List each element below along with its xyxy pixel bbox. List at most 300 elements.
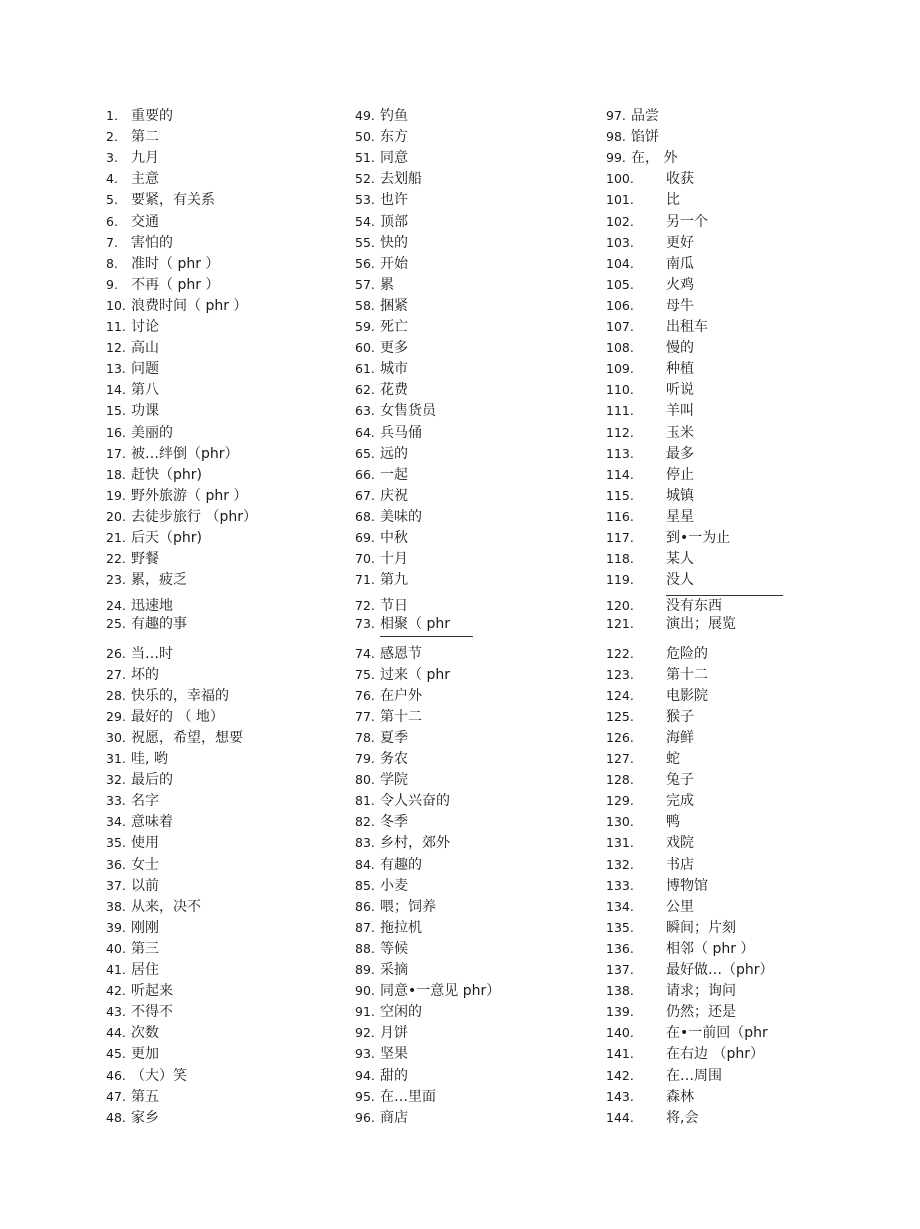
entry-term: 瞬间；片刻 — [666, 920, 736, 936]
vocab-entry — [106, 148, 159, 168]
vocab-entry — [355, 212, 408, 232]
entry-term: 高山 — [131, 340, 159, 356]
vocab-entry — [355, 1002, 422, 1022]
entry-term: 停止 — [666, 467, 694, 483]
entry-number: 113. — [606, 446, 634, 461]
vocab-entry — [106, 275, 219, 295]
entry-number: 136. — [606, 941, 634, 956]
entry-number: 78. — [355, 730, 375, 745]
entry-term: 兔子 — [666, 772, 694, 788]
entry-term: 请求；询问 — [666, 983, 736, 999]
entry-term: 等候 — [380, 941, 408, 957]
entry-term: 没人 — [666, 572, 694, 588]
entry-number: 25. — [106, 616, 126, 631]
entry-number: 33. — [106, 793, 126, 808]
entry-term: 蛇 — [666, 751, 680, 767]
vocab-entry — [606, 833, 694, 853]
vocab-entry — [106, 1087, 159, 1107]
entry-number: 74. — [355, 646, 375, 661]
entry-term: 种植 — [666, 361, 694, 377]
vocab-entry — [606, 791, 694, 811]
entry-term: 害怕的 — [131, 235, 173, 251]
entry-number: 8. — [106, 256, 118, 271]
entry-term: 玉米 — [666, 425, 694, 441]
vocab-entry — [355, 749, 408, 769]
entry-number: 116. — [606, 509, 634, 524]
entry-term: 家乡 — [131, 1110, 159, 1126]
vocab-entry — [106, 359, 159, 379]
entry-term: 有趣的事 — [131, 616, 187, 632]
vocab-entry — [106, 749, 168, 769]
vocab-entry — [106, 960, 159, 980]
entry-term: 在…周围 — [666, 1068, 722, 1084]
entry-number: 90. — [355, 983, 375, 998]
vocab-entry — [355, 1066, 408, 1086]
entry-number: 103. — [606, 235, 634, 250]
entry-term: 过来（ phr — [380, 667, 450, 683]
entry-number: 30. — [106, 730, 126, 745]
entry-term: 同意•一意见 phr） — [380, 983, 501, 999]
vocab-entry — [106, 486, 247, 506]
entry-number: 2. — [106, 129, 118, 144]
vocab-entry — [606, 918, 736, 938]
entry-number: 87. — [355, 920, 375, 935]
entry-number: 47. — [106, 1089, 126, 1104]
entry-term: 城市 — [380, 361, 408, 377]
entry-number: 126. — [606, 730, 634, 745]
entry-term: 没有东西 — [666, 598, 722, 614]
vocab-entry — [606, 749, 680, 769]
entry-number: 111. — [606, 403, 634, 418]
vocab-entry — [606, 486, 694, 506]
vocab-entry — [355, 190, 408, 210]
vocab-entry — [106, 528, 202, 548]
entry-number: 125. — [606, 709, 634, 724]
entry-term: 一起 — [380, 467, 408, 483]
entry-number: 4. — [106, 171, 118, 186]
entry-term: 在右边 （phr） — [666, 1046, 764, 1062]
entry-number: 76. — [355, 688, 375, 703]
entry-number: 110. — [606, 382, 634, 397]
entry-term: 庆祝 — [380, 488, 408, 504]
entry-term: 在户外 — [380, 688, 422, 704]
entry-term: 羊叫 — [666, 403, 694, 419]
entry-number: 91. — [355, 1004, 375, 1019]
entry-number: 112. — [606, 425, 634, 440]
entry-term: 第十二 — [666, 667, 708, 683]
entry-term: 捆紧 — [380, 298, 408, 314]
vocab-entry — [355, 1087, 436, 1107]
entry-term: 最好的 （ 地） — [131, 709, 224, 725]
entry-term: 最后的 — [131, 772, 173, 788]
entry-number: 7. — [106, 235, 118, 250]
entry-term: 在•一前回（phr — [666, 1025, 768, 1041]
vocab-entry — [355, 812, 408, 832]
entry-term: 馅饼 — [631, 129, 659, 145]
vocab-entry — [106, 401, 159, 421]
entry-term: 浪费时间（ phr ） — [131, 298, 248, 314]
vocab-entry — [355, 359, 408, 379]
vocab-entry — [106, 686, 229, 706]
entry-number: 79. — [355, 751, 375, 766]
vocab-entry — [106, 317, 159, 337]
entry-number: 140. — [606, 1025, 634, 1040]
vocab-entry — [606, 148, 677, 168]
vocab-entry — [355, 876, 408, 896]
entry-term: 最多 — [666, 446, 694, 462]
entry-term: 后天（phr) — [131, 530, 202, 546]
vocab-entry — [106, 614, 187, 634]
entry-number: 135. — [606, 920, 634, 935]
vocab-entry — [606, 212, 708, 232]
entry-term: 将,会 — [666, 1110, 699, 1126]
entry-term: 第八 — [131, 382, 159, 398]
entry-term: 意味着 — [131, 814, 173, 830]
entry-term: 喂；饲养 — [380, 899, 436, 915]
entry-term: 快乐的，幸福的 — [131, 688, 229, 704]
vocab-entry — [106, 190, 215, 210]
vocab-entry — [606, 254, 694, 274]
vocab-entry — [606, 614, 736, 634]
entry-term: 讨论 — [131, 319, 159, 335]
entry-number: 107. — [606, 319, 634, 334]
entry-term: 在…里面 — [380, 1089, 436, 1105]
vocab-entry — [606, 106, 659, 126]
entry-term: 另一个 — [666, 214, 708, 230]
entry-number: 114. — [606, 467, 634, 482]
entry-term: 星星 — [666, 509, 694, 525]
entry-number: 115. — [606, 488, 634, 503]
entry-number: 105. — [606, 277, 634, 292]
vocab-entry — [606, 507, 694, 527]
entry-number: 1. — [106, 108, 118, 123]
entry-number: 16. — [106, 425, 126, 440]
entry-number: 46. — [106, 1068, 126, 1083]
vocab-entry — [355, 148, 408, 168]
vocab-entry — [106, 981, 173, 1001]
vocab-entry — [355, 918, 422, 938]
entry-number: 77. — [355, 709, 375, 724]
vocab-entry — [606, 596, 722, 616]
entry-term: 问题 — [131, 361, 159, 377]
entry-number: 34. — [106, 814, 126, 829]
entry-term: 演出；展览 — [666, 616, 736, 632]
vocab-entry — [106, 1044, 159, 1064]
entry-term: 收获 — [666, 171, 694, 187]
entry-term: 顶部 — [380, 214, 408, 230]
vocab-entry — [355, 401, 436, 421]
entry-term: 以前 — [131, 878, 159, 894]
entry-term: 务农 — [380, 751, 408, 767]
vocab-entry — [606, 855, 694, 875]
entry-term: 准时（ phr ） — [131, 256, 220, 272]
entry-number: 43. — [106, 1004, 126, 1019]
entry-number: 144. — [606, 1110, 634, 1125]
vocab-entry — [355, 833, 450, 853]
entry-number: 127. — [606, 751, 634, 766]
entry-term: 坏的 — [131, 667, 159, 683]
entry-number: 6. — [106, 214, 118, 229]
entry-number: 49. — [355, 108, 375, 123]
entry-term: 累，疲乏 — [131, 572, 187, 588]
vocab-entry — [355, 296, 408, 316]
vocab-entry — [606, 296, 694, 316]
vocab-entry — [606, 465, 694, 485]
entry-number: 82. — [355, 814, 375, 829]
entry-number: 117. — [606, 530, 634, 545]
entry-term: 出租车 — [666, 319, 708, 335]
entry-number: 83. — [355, 835, 375, 850]
vocab-entry — [106, 254, 219, 274]
vocab-entry — [606, 359, 694, 379]
entry-number: 48. — [106, 1110, 126, 1125]
entry-number: 123. — [606, 667, 634, 682]
entry-term: 第三 — [131, 941, 159, 957]
vocab-entry — [606, 380, 694, 400]
entry-number: 37. — [106, 878, 126, 893]
entry-number: 88. — [355, 941, 375, 956]
entry-term: 当…时 — [131, 646, 173, 662]
entry-number: 58. — [355, 298, 375, 313]
entry-term: 海鲜 — [666, 730, 694, 746]
entry-term: 冬季 — [380, 814, 408, 830]
vocab-entry — [606, 275, 694, 295]
vocab-entry — [355, 981, 500, 1001]
vocab-entry — [606, 401, 694, 421]
entry-term: 开始 — [380, 256, 408, 272]
entry-term: 空闲的 — [380, 1004, 422, 1020]
vocab-entry — [106, 855, 159, 875]
entry-number: 129. — [606, 793, 634, 808]
entry-number: 45. — [106, 1046, 126, 1061]
vocab-entry — [355, 665, 450, 685]
entry-term: 学院 — [380, 772, 408, 788]
vocab-entry — [106, 812, 173, 832]
vocab-entry — [355, 444, 408, 464]
entry-number: 118. — [606, 551, 634, 566]
entry-number: 72. — [355, 598, 375, 613]
entry-number: 108. — [606, 340, 634, 355]
vocab-entry — [106, 296, 247, 316]
vocab-entry — [355, 423, 422, 443]
vocab-entry — [355, 465, 408, 485]
entry-term: 乡村，郊外 — [380, 835, 450, 851]
entry-number: 40. — [106, 941, 126, 956]
entry-term: 东方 — [380, 129, 408, 145]
vocab-entry — [106, 465, 202, 485]
vocab-entry — [355, 791, 450, 811]
entry-term: 被…绊倒（phr） — [131, 446, 239, 462]
vocab-entry — [606, 338, 694, 358]
entry-term: 夏季 — [380, 730, 408, 746]
entry-number: 89. — [355, 962, 375, 977]
entry-number: 73. — [355, 616, 375, 631]
vocab-entry — [355, 169, 422, 189]
entry-term: 第十二 — [380, 709, 422, 725]
entry-term: 钓鱼 — [380, 108, 408, 124]
entry-term: 功课 — [131, 403, 159, 419]
entry-term: 女售货员 — [380, 403, 436, 419]
entry-term: 鸭 — [666, 814, 680, 830]
vocab-entry — [355, 1044, 408, 1064]
vocab-entry — [355, 233, 408, 253]
vocab-entry — [606, 686, 708, 706]
vocab-entry — [606, 423, 694, 443]
blank-line-73 — [380, 636, 473, 637]
vocab-entry — [106, 644, 173, 664]
vocab-entry — [606, 707, 694, 727]
entry-number: 143. — [606, 1089, 634, 1104]
entry-number: 52. — [355, 171, 375, 186]
entry-term: 刚刚 — [131, 920, 159, 936]
entry-term: 甜的 — [380, 1068, 408, 1084]
vocab-entry — [106, 939, 159, 959]
vocab-entry — [106, 380, 159, 400]
entry-term: 去划船 — [380, 171, 422, 187]
entry-term: 不再（ phr ） — [131, 277, 220, 293]
entry-term: 主意 — [131, 171, 159, 187]
vocab-entry — [106, 728, 243, 748]
vocab-entry — [606, 939, 754, 959]
entry-number: 39. — [106, 920, 126, 935]
vocab-entry — [606, 981, 736, 1001]
vocab-entry — [606, 444, 694, 464]
vocab-entry — [606, 876, 708, 896]
vocab-entry — [106, 833, 159, 853]
vocab-entry — [106, 338, 159, 358]
entry-number: 63. — [355, 403, 375, 418]
vocab-entry — [606, 665, 708, 685]
entry-number: 19. — [106, 488, 126, 503]
entry-term: 危险的 — [666, 646, 708, 662]
entry-term: 九月 — [131, 150, 159, 166]
entry-term: 累 — [380, 277, 394, 293]
entry-number: 61. — [355, 361, 375, 376]
entry-number: 137. — [606, 962, 634, 977]
entry-number: 128. — [606, 772, 634, 787]
entry-number: 27. — [106, 667, 126, 682]
entry-number: 119. — [606, 572, 634, 587]
entry-term: 书店 — [666, 857, 694, 873]
entry-number: 56. — [355, 256, 375, 271]
vocab-entry — [355, 317, 408, 337]
entry-term: 森林 — [666, 1089, 694, 1105]
vocab-entry — [355, 338, 408, 358]
entry-number: 98. — [606, 129, 626, 144]
entry-term: 坚果 — [380, 1046, 408, 1062]
entry-term: 城镇 — [666, 488, 694, 504]
entry-number: 51. — [355, 150, 375, 165]
entry-number: 71. — [355, 572, 375, 587]
vocab-entry — [106, 570, 187, 590]
entry-term: 慢的 — [666, 340, 694, 356]
entry-number: 65. — [355, 446, 375, 461]
entry-number: 69. — [355, 530, 375, 545]
vocab-entry — [355, 614, 450, 634]
entry-term: 南瓜 — [666, 256, 694, 272]
entry-number: 11. — [106, 319, 126, 334]
entry-number: 64. — [355, 425, 375, 440]
vocab-entry — [606, 233, 694, 253]
entry-number: 59. — [355, 319, 375, 334]
entry-term: 某人 — [666, 551, 694, 567]
entry-number: 57. — [355, 277, 375, 292]
vocab-entry — [106, 1066, 187, 1086]
entry-number: 10. — [106, 298, 126, 313]
entry-number: 141. — [606, 1046, 634, 1061]
vocab-entry — [106, 707, 224, 727]
entry-term: 听起来 — [131, 983, 173, 999]
entry-number: 86. — [355, 899, 375, 914]
entry-number: 20. — [106, 509, 126, 524]
entry-number: 85. — [355, 878, 375, 893]
entry-term: 相邻（ phr ） — [666, 941, 755, 957]
entry-term: 去徒步旅行 （phr） — [131, 509, 257, 525]
entry-term: 戏院 — [666, 835, 694, 851]
vocab-entry — [606, 960, 774, 980]
entry-number: 50. — [355, 129, 375, 144]
entry-number: 53. — [355, 192, 375, 207]
entry-term: 月饼 — [380, 1025, 408, 1041]
vocab-entry — [355, 507, 422, 527]
entry-number: 124. — [606, 688, 634, 703]
entry-number: 131. — [606, 835, 634, 850]
entry-term: 比 — [666, 192, 680, 208]
vocab-entry — [106, 876, 159, 896]
entry-number: 104. — [606, 256, 634, 271]
entry-number: 120. — [606, 598, 634, 613]
vocab-entry — [355, 960, 408, 980]
vocab-entry — [606, 1023, 768, 1043]
entry-number: 67. — [355, 488, 375, 503]
vocab-entry — [606, 570, 694, 590]
entry-term: 使用 — [131, 835, 159, 851]
vocab-entry — [606, 812, 680, 832]
entry-number: 55. — [355, 235, 375, 250]
vocab-entry — [355, 855, 422, 875]
vocab-entry — [355, 549, 408, 569]
entry-number: 13. — [106, 361, 126, 376]
vocab-entry — [355, 1108, 408, 1128]
entry-term: 相聚（ phr — [380, 616, 450, 632]
entry-number: 109. — [606, 361, 634, 376]
entry-number: 122. — [606, 646, 634, 661]
entry-term: 美味的 — [380, 509, 422, 525]
entry-term: 第九 — [380, 572, 408, 588]
entry-number: 3. — [106, 150, 118, 165]
entry-term: 令人兴奋的 — [380, 793, 450, 809]
vocab-entry — [106, 770, 173, 790]
vocab-entry — [355, 939, 408, 959]
entry-number: 62. — [355, 382, 375, 397]
entry-number: 22. — [106, 551, 126, 566]
entry-term: 女士 — [131, 857, 159, 873]
vocab-entry — [355, 686, 422, 706]
entry-term: 美丽的 — [131, 425, 173, 441]
entry-term: 名字 — [131, 793, 159, 809]
entry-term: 在， 外 — [631, 150, 678, 166]
vocab-entry — [355, 486, 408, 506]
entry-term: 到•一为止 — [666, 530, 731, 546]
entry-number: 15. — [106, 403, 126, 418]
entry-term: 兵马俑 — [380, 425, 422, 441]
vocab-entry — [106, 106, 173, 126]
entry-term: 品尝 — [631, 108, 659, 124]
entry-term: 最好做…（phr） — [666, 962, 774, 978]
entry-term: 次数 — [131, 1025, 159, 1041]
entry-term: 不得不 — [131, 1004, 173, 1020]
entry-term: 更加 — [131, 1046, 159, 1062]
